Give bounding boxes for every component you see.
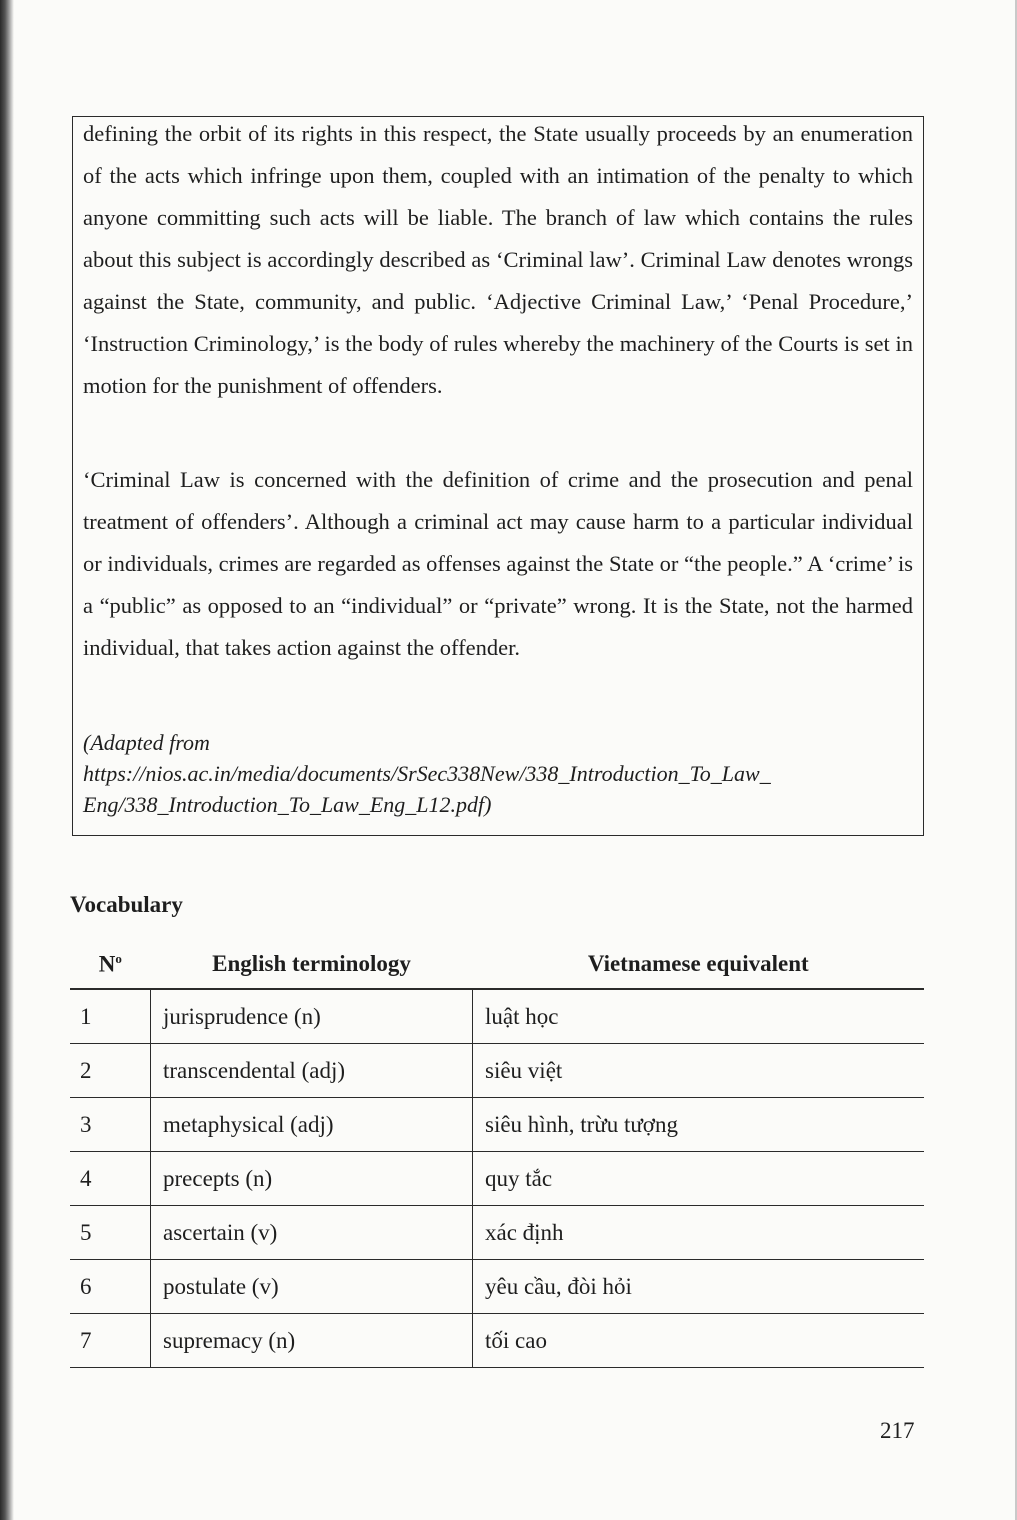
cell-vietnamese-term: tối cao	[473, 1314, 925, 1368]
cell-number: 2	[70, 1044, 151, 1098]
page-number: 217	[880, 1418, 915, 1443]
column-header-number-label: N	[98, 951, 116, 977]
column-header-english: English terminology	[151, 940, 473, 989]
cell-number: 1	[70, 989, 151, 1044]
table-row	[70, 1260, 924, 1314]
vocabulary-table	[70, 940, 924, 1368]
scan-binding-shadow	[0, 0, 14, 1520]
cell-vietnamese-term: xác định	[473, 1206, 925, 1260]
passage-paragraph-1: defining the orbit of its rights in this respect, the State usually proceeds by an enumeration of the acts which infringe upon them, coupled with an intimation of the penalty to which anyone committing such acts will be liable. The branch of law which contains the rules about this subject is accordingly described as ‘Criminal law’. Criminal Law denotes wrongs against the State, community, and public. ‘Adjective Criminal Law,’ ‘Penal Procedure,’ ‘Instruction Criminology,’ is the body of rules whereby the machinery of the Courts is set in motion for the punishment of offenders.	[83, 121, 913, 398]
cell-vietnamese-term: siêu việt	[473, 1044, 925, 1098]
reading-passage-box	[72, 116, 924, 836]
column-header-vietnamese: Vietnamese equivalent	[473, 940, 925, 989]
source-citation-line-1: (Adapted from	[83, 730, 210, 755]
cell-english-term: supremacy (n)	[151, 1314, 473, 1368]
cell-english-term: postulate (v)	[151, 1260, 473, 1314]
cell-number: 3	[70, 1098, 151, 1152]
cell-vietnamese-term: yêu cầu, đòi hỏi	[473, 1260, 925, 1314]
source-citation-url-line-1: https://nios.ac.in/media/documents/SrSec338New/338_Introduction_To_Law_	[83, 761, 771, 786]
cell-number: 4	[70, 1152, 151, 1206]
source-citation-url-line-2: Eng/338_Introduction_To_Law_Eng_L12.pdf)	[83, 792, 492, 817]
cell-english-term: precepts (n)	[151, 1152, 473, 1206]
table-row	[70, 1044, 924, 1098]
cell-english-term: jurisprudence (n)	[151, 989, 473, 1044]
passage-paragraph-2: ‘Criminal Law is concerned with the definition of crime and the prosecution and penal treatment of offenders’. Although a criminal act may cause harm to a particular individual or individuals, crimes are regarded as offenses against the State or “the people.” A ‘crime’ is a “public” as opposed to an “individual” or “private” wrong. It is the State, not the harmed individual, that takes action against the offender.	[83, 467, 913, 660]
column-header-number	[70, 940, 151, 989]
cell-vietnamese-term: luật học	[473, 989, 925, 1044]
vocabulary-heading: Vocabulary	[70, 892, 183, 917]
cell-number: 5	[70, 1206, 151, 1260]
vocabulary-header-row	[70, 940, 924, 989]
column-header-number-superscript: o	[115, 950, 122, 966]
cell-vietnamese-term: quy tắc	[473, 1152, 925, 1206]
cell-english-term: metaphysical (adj)	[151, 1098, 473, 1152]
cell-english-term: ascertain (v)	[151, 1206, 473, 1260]
table-row	[70, 1152, 924, 1206]
source-citation	[83, 727, 913, 820]
cell-number: 6	[70, 1260, 151, 1314]
table-row	[70, 1314, 924, 1368]
cell-vietnamese-term: siêu hình, trừu tượng	[473, 1098, 925, 1152]
table-row	[70, 989, 924, 1044]
cell-english-term: transcendental (adj)	[151, 1044, 473, 1098]
table-row	[70, 1098, 924, 1152]
cell-number: 7	[70, 1314, 151, 1368]
table-row	[70, 1206, 924, 1260]
